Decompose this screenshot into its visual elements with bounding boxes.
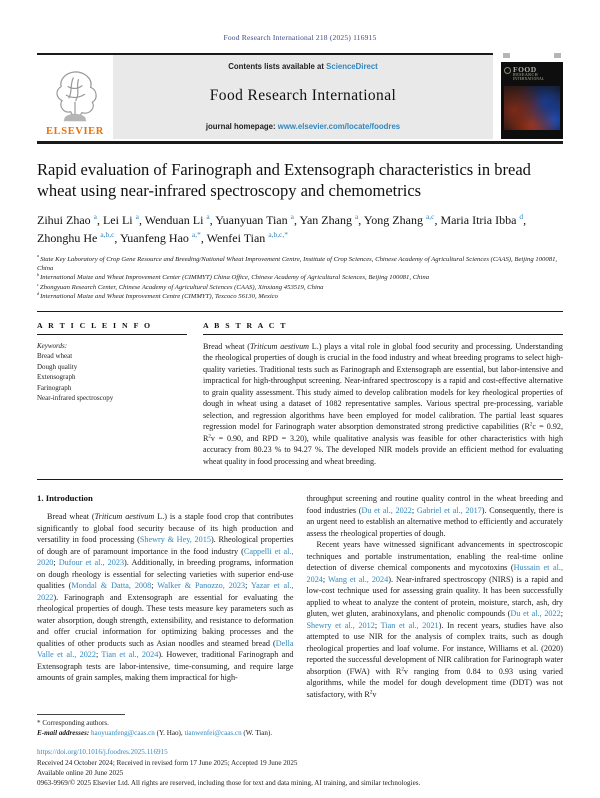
- inline-link[interactable]: Wang et al., 2024: [328, 574, 389, 584]
- homepage-line: [206, 122, 400, 131]
- text-segment: ,: [293, 212, 300, 227]
- affiliation-text: Zhongyuan Research Center, Chinese Academy of Agricultural Sciences (CAAS), Xinxiang 453519, China: [39, 283, 324, 291]
- section-heading-introduction: 1. Introduction: [37, 493, 93, 504]
- text-segment: ,: [114, 230, 120, 245]
- inline-link[interactable]: Du et al., 2022: [361, 505, 412, 515]
- elsevier-tree-icon: [49, 69, 101, 125]
- keyword: Farinograph: [37, 383, 72, 392]
- affiliation-marker: d: [37, 290, 40, 296]
- text-segment: Triticum aestivum: [94, 512, 155, 522]
- inline-link[interactable]: Della Valle et al., 2022: [37, 638, 294, 660]
- abstract-heading: A B S T R A C T: [203, 320, 288, 330]
- journal-title: Food Research International: [209, 87, 397, 104]
- inline-link[interactable]: tianwenfei@caas.cn: [184, 729, 242, 738]
- text-segment: L.) is a staple food crop that contributes significantly to global food security because of its high production and versatility in food processing (: [37, 512, 294, 545]
- inline-link[interactable]: Dufour et al., 2023: [58, 558, 125, 568]
- inline-link[interactable]: Hussain et al., 2024: [306, 563, 563, 584]
- text-segment: E-mail addresses:: [37, 729, 90, 738]
- intro-paragraph-left: [37, 511, 294, 683]
- text-segment: Yan Zhang: [299, 212, 355, 227]
- affiliation-c: [37, 283, 563, 292]
- text-segment: a: [135, 211, 139, 221]
- article-info-column: [37, 321, 187, 468]
- text-segment: c = 0.92, R: [203, 422, 563, 443]
- article-info-abstract-section: [37, 311, 563, 481]
- text-segment: ). Farinograph and Extensograph are essential for evaluating the rheological properties of dough. These tests measure key parameters such as water absorption, dough strength, extensibility, and resistance to deformation and offer crucial information for optimizing baking processes and the qualities of other products such as Asian noodles and steamed bread (: [37, 592, 294, 648]
- text-segment: (Y. Hao),: [154, 729, 185, 738]
- footnote-rule: [37, 714, 125, 715]
- abstract-rule: [203, 334, 563, 335]
- inline-link[interactable]: Walker & Panozzo, 2023: [157, 581, 246, 591]
- text-segment: ;: [560, 609, 563, 619]
- text-segment: ;: [245, 581, 251, 591]
- text-segment: ;: [322, 574, 329, 584]
- elsevier-logo: [37, 55, 113, 139]
- affiliation-text: State Key Laboratory of Crop Gene Resource and Breeding/National Wheat Improvement Centre, Institute of Crop Sciences, Chinese Academy of Agricultural Sciences (CAAS), Beijing 100081, China: [37, 255, 558, 273]
- text-segment: Recent years have witnessed significant advancements in spectroscopic techniques and portable instrumentation, enabling the real-time online detection of diverse chemical components and mycotoxins (: [306, 540, 563, 573]
- text-segment: ,: [523, 212, 527, 227]
- text-segment: ). Rheological properties of dough are of paramount importance in the food industry (: [37, 535, 294, 556]
- author-list: [37, 211, 563, 247]
- text-segment: ,: [209, 212, 216, 227]
- keyword: Bread wheat: [37, 352, 73, 361]
- text-segment: ,: [138, 212, 145, 227]
- inline-link[interactable]: Shewry et al., 2012: [306, 620, 375, 630]
- affiliation-marker: c: [37, 281, 39, 287]
- copyright-line: 0963-9969/© 2025 Elsevier Ltd. All rights are reserved, including those for text and data mining, AI training, and similar technologies.: [37, 779, 421, 788]
- available-online-line: Available online 20 June 2025: [37, 768, 124, 777]
- text-segment: Yong Zhang: [363, 212, 426, 227]
- text-segment: a,b,c: [100, 229, 115, 239]
- journal-homepage-link[interactable]: www.elsevier.com/locate/foodres: [277, 121, 401, 131]
- cover-corner-mark-icon: [503, 53, 510, 58]
- affiliation-marker: b: [37, 272, 40, 278]
- journal-header: [37, 55, 563, 139]
- abstract-column: [203, 321, 563, 468]
- text-segment: a: [93, 211, 97, 221]
- text-segment: ,: [200, 230, 207, 245]
- journal-cover-thumbnail: [501, 52, 563, 139]
- email-addresses-line: [37, 728, 322, 738]
- left-column: [37, 493, 294, 700]
- journal-citation: Food Research International 218 (2025) 116915: [223, 33, 377, 42]
- text-segment: v: [372, 689, 377, 699]
- text-segment: ;: [53, 558, 59, 568]
- contents-line: [228, 62, 378, 71]
- homepage-label: journal homepage:: [205, 121, 278, 131]
- paper-title: Rapid evaluation of Farinograph and Extensograph characteristics in bread wheat using near-infrared spectroscopy and chemometrics: [37, 159, 531, 200]
- affiliations: [37, 255, 563, 302]
- inline-link[interactable]: Du et al., 2022: [510, 609, 561, 619]
- cover-title: [504, 66, 560, 82]
- elsevier-wordmark: ELSEVIER: [46, 125, 104, 137]
- text-segment: ). Near-infrared spectroscopy (NIRS) is a rapid and low-cost technique used for assessing grain quality. It has been successfully applied to wheat to analyze the content of protein, moisture, starch, ash, dry gluten, wet gluten, arabinoxylans, and phenolic compounds (: [306, 574, 563, 619]
- text-segment: a,c: [425, 211, 435, 221]
- text-segment: v ranging from 0.84 to 0.93 using varied algorithms, while the model for dough development time (DDT) was not satisfactory, with R: [306, 666, 563, 699]
- text-segment: ,: [358, 212, 364, 227]
- text-segment: Yuanyuan Tian: [215, 212, 291, 227]
- affiliation-text: International Maize and Wheat Improvement Center (CIMMYT) China Office, Chinese Academy of Agricultural Sciences, Beijing 100081, China: [40, 274, 430, 282]
- inline-link[interactable]: Tian et al., 2024: [101, 650, 159, 660]
- abstract-text: [203, 341, 563, 467]
- header-bottom-rule: [37, 141, 563, 144]
- cover-artwork: [504, 86, 560, 130]
- text-segment: ;: [96, 650, 102, 660]
- text-segment: 2: [369, 688, 373, 695]
- text-segment: a: [354, 211, 359, 221]
- text-segment: 2: [401, 665, 404, 672]
- intro-paragraph-right-2: [307, 539, 564, 700]
- body-columns: [37, 493, 563, 700]
- cover-body: [501, 62, 563, 139]
- inline-link[interactable]: haoyuanfeng@caas.cn: [91, 729, 155, 738]
- contents-prefix: Contents lists available at: [228, 61, 327, 71]
- text-segment: Bread wheat (: [47, 512, 95, 522]
- affiliation-d: [37, 292, 563, 301]
- text-segment: Bread wheat (: [203, 341, 250, 351]
- text-segment: Lei Li: [102, 212, 136, 227]
- text-segment: Zhonghu He: [37, 230, 101, 245]
- text-segment: Zihui Zhao: [37, 212, 94, 227]
- affiliation-b: [37, 273, 563, 282]
- cover-top-strip: [501, 52, 563, 62]
- doi-link[interactable]: https://doi.org/10.1016/j.foodres.2025.116915: [37, 748, 168, 757]
- text-segment: throughput screening and routine quality control in the wheat breeding and food industries (: [306, 494, 563, 515]
- received-dates-line: Received 24 October 2024; Received in revised form 17 June 2025; Accepted 19 June 2025: [37, 758, 298, 767]
- text-segment: Triticum aestivum: [249, 341, 309, 351]
- inline-link[interactable]: Cappelli et al., 2020: [37, 546, 294, 568]
- keywords-label: Keywords:: [37, 341, 68, 350]
- text-segment: L.) plays a vital role in global food security and processing. Understanding the rheological properties of dough is crucial in the food industry and wheat breeding programs to select high-quality varieties. Traditional tests such as Farinograph and Extensograph are essential, but labor-intensive and impractical for high-throughput screening. Near-infrared spectroscopy is a rapid and cost-effective alternative to grain quality assessment. This study aimed to develop calibration models for key rheological properties of dough in wheat using a dataset of 1082 representative samples. Various spectral pre-processing, variable selection, and regression algorithms have been employed for model calibration. The partial least squares regression model for Farinograph water absorption demonstrated strong predictive capabilities (R: [203, 341, 563, 432]
- inline-link[interactable]: Shewry & Hey, 2015: [139, 535, 211, 545]
- text-segment: ;: [411, 505, 417, 515]
- text-segment: 2: [208, 434, 211, 440]
- keyword: Dough quality: [37, 362, 78, 371]
- text-segment: Yuanfeng Hao: [119, 230, 192, 245]
- text-segment: d: [519, 211, 524, 221]
- inline-link[interactable]: Yazar et al., 2022: [37, 581, 294, 602]
- keyword: Extensograph: [37, 373, 76, 382]
- cover-title-line1: FOOD: [513, 64, 537, 74]
- publication-footer: [37, 747, 563, 788]
- sciencedirect-link[interactable]: ScienceDirect: [326, 61, 378, 71]
- text-segment: a: [206, 211, 210, 221]
- text-segment: v = 0.90, and RPD = 3.20), while qualitative analysis was feasible for other characteristics with high accuracy from 80.23 % to 94.27 %. The developed NIR models provide an efficient method for evaluating wheat quality in food processing and wheat breeding.: [203, 433, 563, 466]
- footnote: [37, 714, 322, 738]
- text-segment: a: [290, 211, 294, 221]
- intro-paragraph-right-1: [307, 493, 564, 539]
- affiliation-text: International Maize and Wheat Improvement Centre (CIMMYT), Texcoco 56130, Mexico: [40, 293, 278, 301]
- cover-emblem-icon: [504, 67, 511, 74]
- text-segment: ;: [374, 620, 381, 630]
- text-segment: Maria Itria Ibba: [440, 212, 520, 227]
- article-info-heading: A R T I C L E I N F O: [37, 320, 153, 330]
- keyword: Near-infrared spectroscopy: [37, 394, 114, 403]
- text-segment: ). In recent years, studies have also attempted to use NIR for the analysis of complex traits, such as dough rheological properties and loaf volume. For instance, Williams et al. (2020) reported the successful development of NIR calibration for Farinograph water absorption (FWA) with R: [306, 620, 563, 676]
- journal-banner: [113, 55, 493, 139]
- article-info-rule: [37, 334, 187, 335]
- cover-title-line2: RESEARCH: [513, 72, 539, 78]
- right-column: [307, 493, 564, 700]
- inline-link[interactable]: Mondal & Datta, 2008: [71, 581, 152, 591]
- cover-title-line3: INTERNATIONAL: [513, 76, 545, 81]
- cover-corner-mark-icon: [554, 53, 561, 58]
- text-segment: a,*: [191, 229, 201, 239]
- text-segment: 2: [529, 422, 533, 428]
- corresponding-authors-note: * Corresponding authors.: [37, 718, 109, 727]
- text-segment: ,: [434, 212, 441, 227]
- inline-link[interactable]: Gabriel et al., 2017: [416, 505, 482, 515]
- affiliation-a: [37, 255, 563, 274]
- text-segment: (W. Tian).: [241, 729, 273, 738]
- text-segment: a,b,c,*: [268, 229, 288, 239]
- text-segment: ). However, traditional Farinograph and Extensograph tests are labor-intensive, time-consuming, and require large amounts of grain samples, making them impractical for high-: [37, 650, 294, 683]
- text-segment: ). Consequently, there is an urgent need to establish an alternative method to efficiently and accurately assess the rheological properties of dough.: [306, 505, 564, 538]
- text-segment: Wenduan Li: [144, 212, 207, 227]
- inline-link[interactable]: Tian et al., 2021: [380, 620, 439, 630]
- text-segment: ;: [151, 581, 158, 591]
- text-segment: ). Additionally, in breeding programs, information on dough rheology is essential for selecting varieties with superior end-use qualities (: [37, 558, 294, 591]
- text-segment: ,: [96, 212, 103, 227]
- affiliation-marker: a: [37, 253, 40, 259]
- text-segment: Wenfei Tian: [206, 230, 269, 245]
